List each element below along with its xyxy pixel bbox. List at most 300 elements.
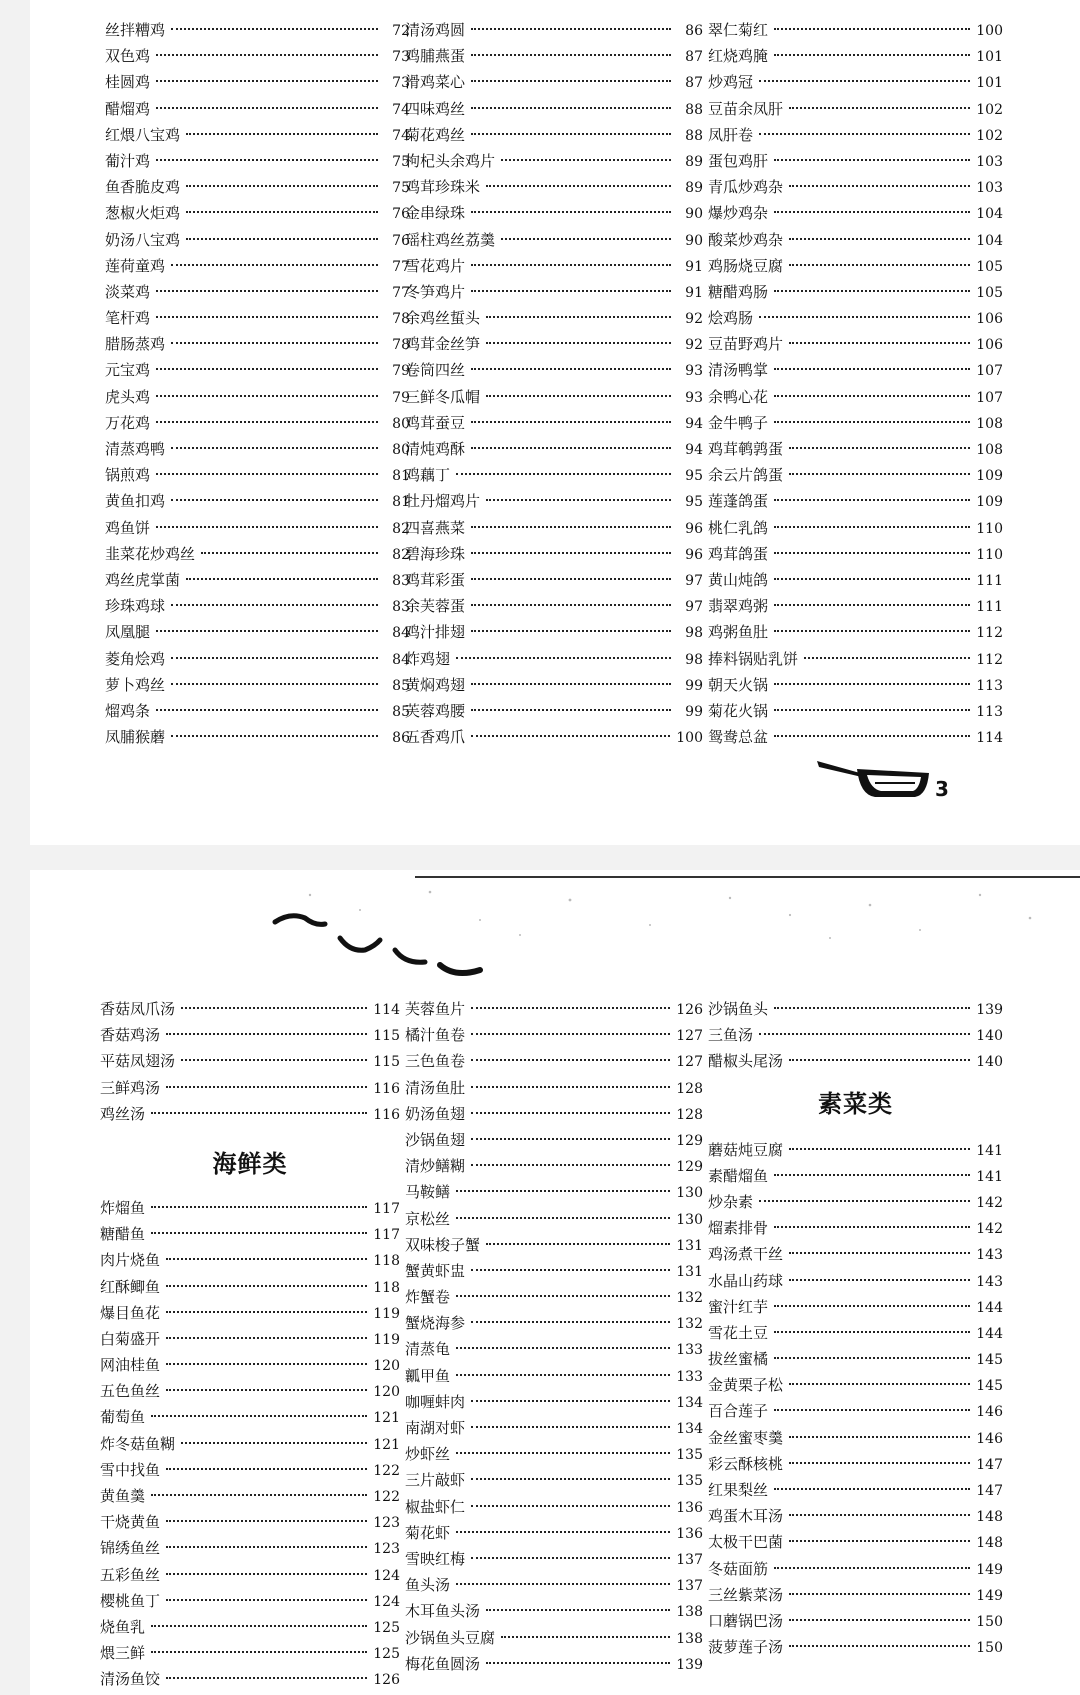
- toc-entry: [708, 357, 1003, 383]
- dot-leader: [181, 1007, 367, 1009]
- toc-entry: [708, 1137, 1003, 1163]
- dot-leader: [471, 54, 671, 56]
- toc-entry: [100, 1457, 400, 1483]
- toc-entry-title: 金牛鸭子: [708, 413, 769, 432]
- toc-entry: [708, 410, 1003, 436]
- toc-entry-title: 红烧鸡腌: [708, 47, 769, 66]
- dot-leader: [789, 1619, 970, 1621]
- toc-entry: [708, 1425, 1003, 1451]
- dot-leader: [774, 604, 970, 606]
- toc-entry-title: 菠萝莲子汤: [708, 1638, 784, 1657]
- toc-entry-page: 85: [392, 703, 410, 720]
- toc-entry-title: 清蒸鸡鸭: [105, 440, 166, 458]
- toc-entry-page: 141: [976, 1168, 1003, 1185]
- dot-leader: [774, 211, 970, 213]
- dot-leader: [486, 1243, 670, 1245]
- toc-entry: [405, 619, 703, 645]
- toc-entry: [405, 1520, 703, 1546]
- toc-entry: [405, 43, 703, 69]
- toc-entry: [405, 1494, 703, 1520]
- toc-entry-title: 余云片鸽蛋: [708, 466, 784, 485]
- toc-entry-page: 81: [392, 468, 410, 485]
- dot-leader: [789, 1645, 970, 1647]
- toc-entry-title: 萝卜鸡丝: [105, 675, 166, 694]
- toc-entry: [105, 410, 410, 436]
- toc-entry-title: 蜜汁红芋: [708, 1297, 769, 1316]
- dot-leader: [759, 1033, 970, 1035]
- dot-leader: [471, 1426, 670, 1428]
- dot-leader: [789, 1148, 970, 1150]
- dot-leader: [774, 395, 970, 397]
- toc-entry-title: 三鱼汤: [708, 1026, 754, 1045]
- toc-entry: [100, 1195, 400, 1221]
- toc-entry: [708, 698, 1003, 724]
- toc-entry: [405, 996, 703, 1022]
- toc-entry-page: 92: [685, 337, 703, 354]
- dot-leader: [471, 552, 671, 554]
- toc-entry-page: 119: [373, 1331, 400, 1348]
- toc-entry: [105, 253, 410, 279]
- toc-entry: [708, 69, 1003, 95]
- toc-entry: [105, 148, 410, 174]
- toc-entry: [405, 567, 703, 593]
- dot-leader: [186, 578, 378, 580]
- toc-entry-page: 132: [676, 1316, 703, 1333]
- dot-leader: [156, 54, 378, 56]
- dot-leader: [774, 1174, 970, 1176]
- dot-leader: [774, 1331, 970, 1333]
- toc-entry: [708, 1503, 1003, 1529]
- toc-entry-page: 104: [976, 206, 1003, 223]
- dot-leader: [471, 1478, 670, 1480]
- toc-entry: [105, 200, 410, 226]
- toc-entry-page: 149: [976, 1587, 1003, 1604]
- toc-entry-title: 白菊盛开: [100, 1329, 161, 1348]
- toc-entry-page: 99: [685, 703, 703, 720]
- toc-entry: [405, 17, 703, 43]
- toc-entry-page: 88: [685, 127, 703, 144]
- toc-entry-page: 129: [676, 1132, 703, 1149]
- toc-entry: [405, 1310, 703, 1336]
- dot-leader: [471, 1400, 670, 1402]
- toc-entry-page: 84: [392, 651, 410, 668]
- toc-entry-page: 130: [676, 1211, 703, 1228]
- dot-leader: [186, 211, 378, 213]
- dot-leader: [456, 473, 671, 475]
- toc-entry-page: 107: [976, 389, 1003, 406]
- header-rule: [415, 876, 1080, 878]
- toc-entry-title: 金黄栗子松: [708, 1376, 784, 1395]
- toc-entry-title: 平菇凤翅汤: [100, 1052, 176, 1071]
- toc-entry-page: 127: [676, 1054, 703, 1071]
- toc-entry: [708, 1022, 1003, 1048]
- dot-leader: [456, 1531, 670, 1533]
- toc-entry-page: 109: [976, 468, 1003, 485]
- toc-entry-page: 138: [676, 1630, 703, 1647]
- toc-entry: [105, 619, 410, 645]
- toc-entry-title: 双色鸡: [105, 47, 151, 66]
- dot-leader: [774, 1007, 970, 1009]
- dot-leader: [186, 133, 378, 135]
- dot-leader: [151, 1206, 367, 1208]
- toc-entry-page: 143: [976, 1273, 1003, 1290]
- toc-entry-page: 92: [685, 311, 703, 328]
- toc-entry-page: 147: [976, 1456, 1003, 1473]
- toc-entry: [405, 1363, 703, 1389]
- dot-leader: [774, 578, 970, 580]
- toc-entry-page: 150: [976, 1613, 1003, 1630]
- toc-entry-title: 蘑菇炖豆腐: [708, 1140, 784, 1159]
- toc-entry: [708, 1346, 1003, 1372]
- toc-entry-title: 熘鸡条: [105, 701, 151, 720]
- toc-entry-page: 73: [392, 75, 410, 92]
- toc-entry: [405, 593, 703, 619]
- toc-entry: [100, 1509, 400, 1535]
- toc-entry-page: 125: [373, 1619, 400, 1636]
- toc-entry-title: 卷筒四丝: [405, 361, 466, 380]
- toc-entry-title: 糖醋鱼: [100, 1225, 146, 1244]
- toc-entry-page: 139: [676, 1656, 703, 1673]
- dot-leader: [456, 1217, 670, 1219]
- toc-entry-page: 141: [976, 1142, 1003, 1159]
- toc-entry-page: 100: [676, 730, 703, 747]
- toc-entry-title: 葱椒火炬鸡: [105, 204, 181, 223]
- toc-entry-page: 134: [676, 1394, 703, 1411]
- dot-leader: [471, 1505, 670, 1507]
- toc-entry: [105, 357, 410, 383]
- toc-entry-title: 青瓜炒鸡杂: [708, 178, 784, 197]
- toc-entry-page: 114: [373, 1002, 400, 1018]
- toc-entry: [100, 1022, 400, 1048]
- toc-column-1: [105, 17, 410, 750]
- toc-entry: [708, 436, 1003, 462]
- toc-entry-page: 82: [392, 520, 410, 537]
- toc-entry-title: 蟹烧海参: [405, 1314, 466, 1333]
- dot-leader: [156, 290, 378, 292]
- toc-entry-page: 118: [373, 1279, 400, 1296]
- dot-leader: [166, 1599, 367, 1601]
- toc-entry-title: 水晶山药球: [708, 1271, 784, 1290]
- toc-entry: [405, 253, 703, 279]
- toc-entry-page: 108: [976, 442, 1003, 458]
- toc-entry: [100, 1274, 400, 1300]
- dot-leader: [789, 264, 970, 266]
- dot-leader: [471, 264, 671, 266]
- toc-entry-page: 84: [392, 625, 410, 642]
- toc-entry: [708, 1451, 1003, 1477]
- toc-entry-page: 121: [373, 1436, 400, 1453]
- toc-entry: [405, 1232, 703, 1258]
- toc-entry-page: 150: [976, 1640, 1003, 1657]
- dot-leader: [774, 499, 970, 501]
- toc-entry: [105, 698, 410, 724]
- toc-entry: [405, 1467, 703, 1493]
- dot-leader: [774, 1357, 970, 1359]
- dot-leader: [166, 1258, 367, 1260]
- toc-entry-title: 清炖鸡酥: [405, 440, 466, 458]
- toc-entry: [100, 1404, 400, 1430]
- dot-leader: [774, 54, 970, 56]
- toc-entry: [708, 43, 1003, 69]
- toc-entry-title: 腊肠蒸鸡: [105, 335, 166, 354]
- toc-entry: [708, 1320, 1003, 1346]
- toc-entry-title: 雪花鸡片: [405, 256, 466, 275]
- toc-entry-page: 98: [685, 651, 703, 668]
- dot-leader: [156, 80, 378, 82]
- toc-entry: [708, 96, 1003, 122]
- toc-entry-title: 珍珠鸡球: [105, 597, 166, 616]
- dot-leader: [789, 238, 970, 240]
- dot-leader: [774, 1305, 970, 1307]
- toc-entry: [405, 541, 703, 567]
- dot-leader: [456, 1452, 670, 1454]
- toc-entry: [405, 1206, 703, 1232]
- toc-entry-page: 145: [976, 1378, 1003, 1395]
- dot-leader: [471, 578, 671, 580]
- toc-entry-page: 113: [976, 677, 1003, 694]
- dot-leader: [156, 421, 378, 423]
- toc-entry: [405, 515, 703, 541]
- toc-entry-page: 97: [685, 572, 703, 589]
- toc-entry-page: 86: [685, 23, 703, 39]
- toc-entry-page: 110: [976, 520, 1003, 537]
- toc-entry: [708, 1398, 1003, 1424]
- toc-entry: [708, 384, 1003, 410]
- toc-entry-page: 111: [976, 599, 1003, 616]
- dot-leader: [774, 735, 970, 737]
- toc-entry: [708, 724, 1003, 750]
- dot-leader: [471, 683, 671, 685]
- toc-entry-title: 凤脯猴蘑: [105, 728, 166, 747]
- toc-entry-title: 瑶柱鸡丝荔羹: [405, 230, 496, 249]
- dot-leader: [471, 421, 671, 423]
- toc-entry: [405, 1625, 703, 1651]
- toc-entry-title: 素醋熘鱼: [708, 1166, 769, 1185]
- toc-entry: [708, 672, 1003, 698]
- toc-entry: [405, 122, 703, 148]
- toc-entry-title: 彩云酥核桃: [708, 1454, 784, 1473]
- toc-entry-page: 135: [676, 1473, 703, 1490]
- toc-entry-title: 炸冬菇鱼糊: [100, 1434, 176, 1453]
- dot-leader: [501, 159, 671, 161]
- toc-entry: [105, 384, 410, 410]
- toc-entry-page: 136: [676, 1525, 703, 1542]
- toc-entry-page: 105: [976, 258, 1003, 275]
- toc-entry-title: 炒鸡冠: [708, 73, 754, 92]
- dot-leader: [166, 1677, 367, 1679]
- toc-entry: [405, 1441, 703, 1467]
- toc-entry: [405, 1572, 703, 1598]
- toc-entry-page: 79: [392, 389, 410, 406]
- toc-entry: [405, 436, 703, 462]
- toc-entry-page: 144: [976, 1299, 1003, 1316]
- toc-entry-title: 酸菜炒鸡杂: [708, 230, 784, 249]
- toc-entry: [105, 646, 410, 672]
- toc-entry: [105, 541, 410, 567]
- toc-entry-page: 140: [976, 1054, 1003, 1071]
- dot-leader: [759, 1200, 970, 1202]
- dot-leader: [471, 1007, 670, 1009]
- dot-leader: [789, 1279, 970, 1281]
- dot-leader: [789, 185, 970, 187]
- toc-entry-page: 74: [392, 101, 410, 118]
- dot-leader: [471, 1086, 670, 1088]
- toc-entry: [100, 1378, 400, 1404]
- toc-entry-title: 丝拌糟鸡: [105, 21, 166, 39]
- toc-entry: [105, 96, 410, 122]
- toc-entry-title: 木耳鱼头汤: [405, 1602, 481, 1621]
- toc-entry-title: 煨三鲜: [100, 1644, 146, 1663]
- toc-entry-page: 124: [373, 1593, 400, 1610]
- toc-entry: [708, 1189, 1003, 1215]
- toc-entry: [708, 1634, 1003, 1660]
- toc-entry: [405, 1546, 703, 1572]
- toc-entry-title: 菊花虾: [405, 1523, 451, 1542]
- dot-leader: [186, 185, 378, 187]
- dot-leader: [486, 1662, 670, 1664]
- dot-leader: [759, 316, 970, 318]
- toc-entry: [405, 1651, 703, 1677]
- dot-leader: [774, 1409, 970, 1411]
- toc-entry-title: 笔杆鸡: [105, 309, 151, 328]
- dot-leader: [471, 28, 671, 30]
- toc-entry-title: 莲蓬鸽蛋: [708, 492, 769, 511]
- toc-entry: [100, 1666, 400, 1692]
- toc-entry: [105, 17, 410, 43]
- toc-entry-page: 96: [685, 546, 703, 563]
- toc-entry: [708, 462, 1003, 488]
- dot-leader: [471, 709, 671, 711]
- toc-entry: [105, 593, 410, 619]
- toc-entry-page: 102: [976, 127, 1003, 144]
- dot-leader: [486, 499, 671, 501]
- toc-entry-title: 爆目鱼花: [100, 1303, 161, 1322]
- toc-entry: [708, 1556, 1003, 1582]
- toc-entry-page: 90: [685, 206, 703, 223]
- toc-entry: [708, 515, 1003, 541]
- toc-entry-page: 133: [676, 1368, 703, 1385]
- toc-entry-page: 144: [976, 1325, 1003, 1342]
- toc-entry-title: 干烧黄鱼: [100, 1513, 161, 1532]
- toc-entry-page: 136: [676, 1499, 703, 1516]
- toc-entry-page: 112: [976, 651, 1003, 668]
- toc-entry-page: 86: [392, 730, 410, 747]
- toc-entry-title: 虎头鸡: [105, 387, 151, 406]
- dot-leader: [186, 238, 378, 240]
- toc-entry-page: 73: [392, 49, 410, 66]
- toc-entry-title: 三片敲虾: [405, 1471, 466, 1490]
- toc-entry: [100, 1048, 400, 1074]
- toc-entry: [708, 174, 1003, 200]
- toc-entry-title: 三鲜鸡汤: [100, 1078, 161, 1097]
- toc-entry-page: 135: [676, 1447, 703, 1464]
- toc-entry-page: 126: [373, 1672, 400, 1689]
- toc-entry-title: 四味鸡丝: [405, 99, 466, 118]
- toc-entry-title: 炸熘鱼: [100, 1198, 146, 1217]
- toc-entry: [708, 567, 1003, 593]
- dot-leader: [789, 1252, 970, 1254]
- toc-entry-page: 146: [976, 1404, 1003, 1421]
- toc-entry-title: 鸡汁排翅: [405, 623, 466, 642]
- section-title-vegetarian: 素菜类: [818, 1088, 893, 1118]
- toc-entry-title: 清汤鱼饺: [100, 1670, 161, 1689]
- toc-entry-title: 鸡粥鱼肚: [708, 623, 769, 642]
- toc-entry-title: 醋椒头尾汤: [708, 1052, 784, 1071]
- toc-entry-page: 116: [373, 1106, 400, 1123]
- dot-leader: [789, 1540, 970, 1542]
- toc-entry-page: 137: [676, 1551, 703, 1568]
- toc-entry: [105, 69, 410, 95]
- toc-entry: [708, 1477, 1003, 1503]
- toc-entry-page: 131: [676, 1237, 703, 1254]
- toc-entry: [105, 331, 410, 357]
- toc-entry-title: 口蘑锅巴汤: [708, 1611, 784, 1630]
- toc-entry-page: 76: [392, 232, 410, 249]
- toc-entry-page: 104: [976, 232, 1003, 249]
- toc-entry-title: 肉片烧鱼: [100, 1251, 161, 1270]
- bottom-page: [30, 870, 1080, 1695]
- toc-entry: [105, 567, 410, 593]
- toc-entry-page: 119: [373, 1305, 400, 1322]
- seafood-list: [100, 1195, 400, 1693]
- toc-entry-page: 120: [373, 1358, 400, 1375]
- toc-entry: [405, 96, 703, 122]
- toc-entry-page: 80: [392, 415, 410, 432]
- toc-entry: [405, 174, 703, 200]
- toc-entry: [100, 1300, 400, 1326]
- toc-entry-page: 117: [373, 1227, 400, 1244]
- toc-entry-page: 77: [392, 284, 410, 301]
- toc-entry: [405, 148, 703, 174]
- toc-entry-page: 93: [685, 389, 703, 406]
- toc-entry: [708, 1163, 1003, 1189]
- toc-entry-title: 朝天火锅: [708, 675, 769, 694]
- toc-column-2: [405, 996, 703, 1677]
- toc-entry-title: 翡翠鸡粥: [708, 597, 769, 616]
- toc-entry-title: 三鲜冬瓜帽: [405, 387, 481, 406]
- toc-entry-page: 106: [976, 337, 1003, 354]
- dot-leader: [171, 499, 378, 501]
- dot-leader: [774, 290, 970, 292]
- toc-entry: [708, 148, 1003, 174]
- toc-entry: [708, 279, 1003, 305]
- toc-entry-title: 清蒸龟: [405, 1340, 451, 1359]
- toc-entry: [105, 279, 410, 305]
- dot-leader: [774, 630, 970, 632]
- toc-entry-title: 京松丝: [405, 1209, 451, 1228]
- dot-leader: [501, 1636, 670, 1638]
- toc-entry-page: 79: [392, 363, 410, 380]
- toc-entry-page: 117: [373, 1200, 400, 1217]
- dot-leader: [151, 1415, 367, 1417]
- dot-leader: [166, 1285, 367, 1287]
- dot-leader: [151, 1232, 367, 1234]
- toc-entry-page: 131: [676, 1263, 703, 1280]
- toc-entry-page: 76: [392, 206, 410, 223]
- toc-entry: [105, 122, 410, 148]
- toc-entry: [405, 305, 703, 331]
- toc-entry-title: 黄焖鸡翅: [405, 675, 466, 694]
- toc-entry-title: 金丝蜜枣羹: [708, 1428, 784, 1447]
- toc-entry: [708, 996, 1003, 1022]
- dot-leader: [471, 133, 671, 135]
- toc-entry-page: 133: [676, 1342, 703, 1359]
- toc-entry: [708, 619, 1003, 645]
- toc-entry-title: 枸杞头余鸡片: [405, 151, 496, 170]
- toc-entry-title: 豆苗野鸡片: [708, 335, 784, 354]
- toc-entry-page: 113: [976, 703, 1003, 720]
- toc-entry: [708, 331, 1003, 357]
